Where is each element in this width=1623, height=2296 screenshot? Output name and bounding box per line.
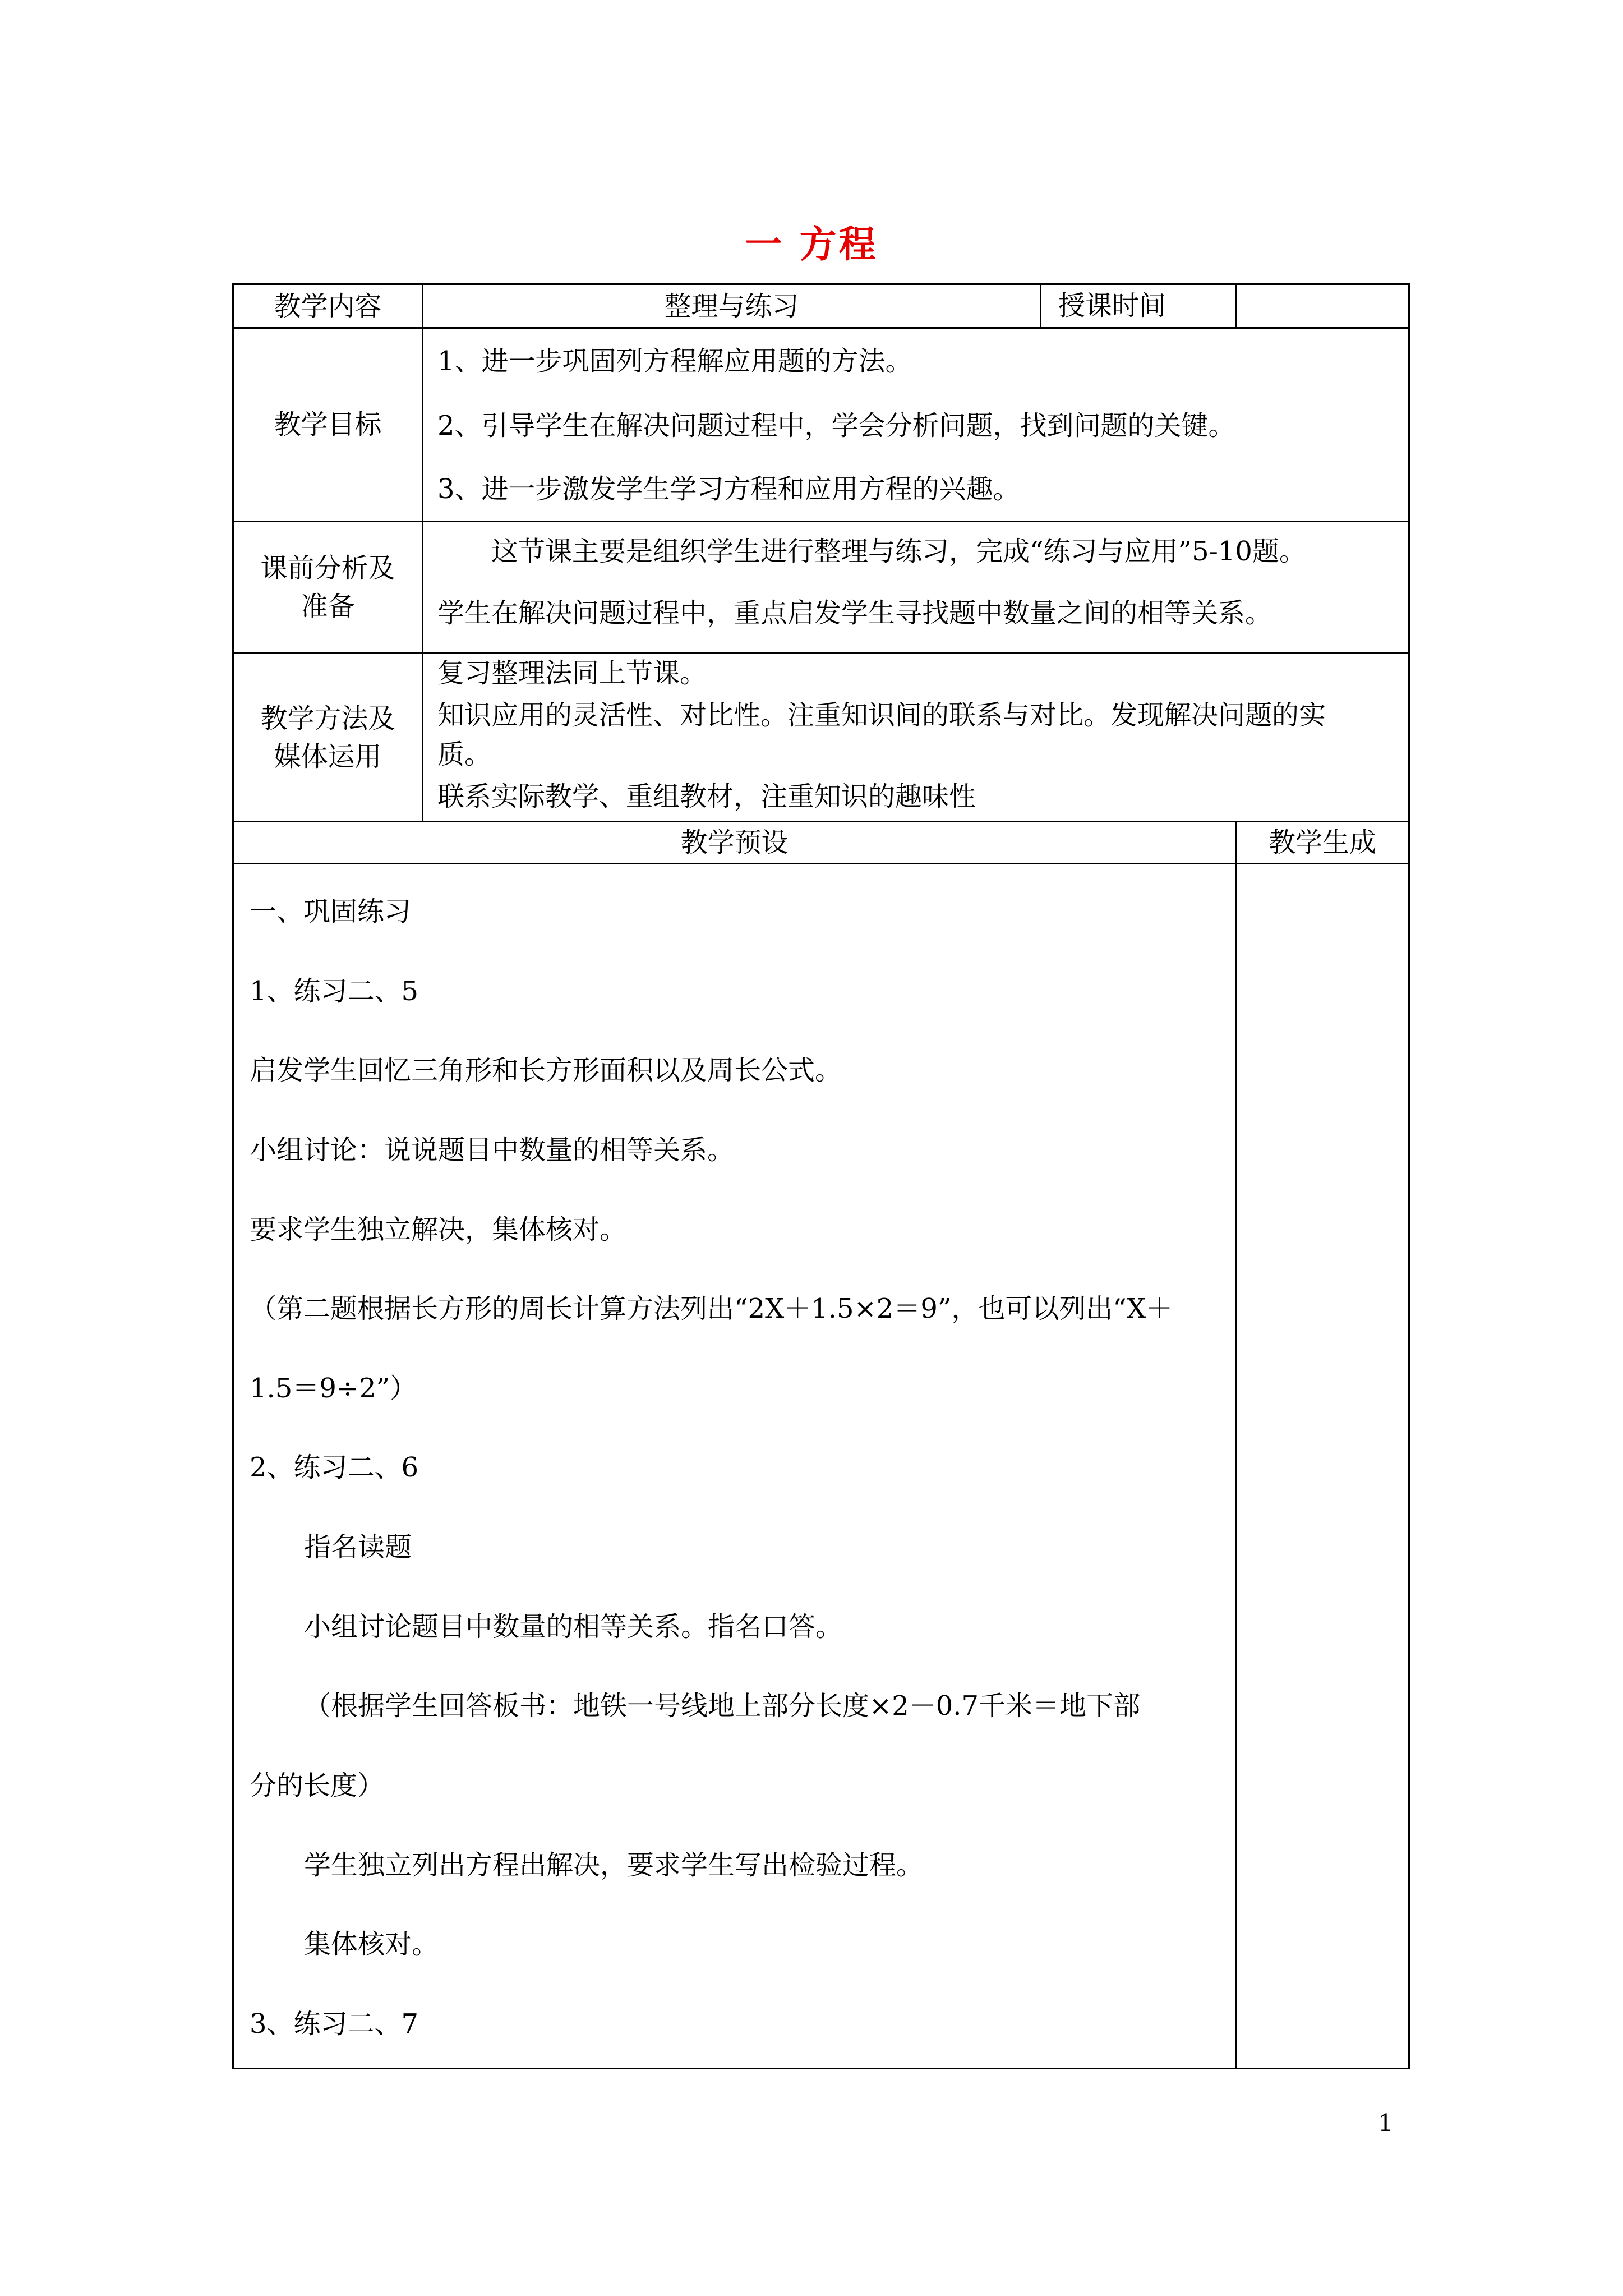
methods-line: 复习整理法同上节课。 (437, 657, 707, 689)
time-value (1237, 285, 1408, 327)
plan-line: 启发学生回忆三角形和长方形面积以及周长公式。 (250, 1055, 842, 1086)
plan-line: 1、练习二、5 (250, 976, 419, 1007)
plan-line: 指名读题 (304, 1531, 412, 1563)
plan-line: 小组讨论：说说题目中数量的相等关系。 (250, 1134, 735, 1166)
plan-generation-cell (1237, 864, 1408, 2068)
plan-design-label: 教学预设 (680, 827, 789, 858)
goals-label: 教学目标 (274, 409, 382, 440)
plan-generation-label: 教学生成 (1268, 827, 1376, 858)
analysis-line: 学生在解决问题过程中，重点启发学生寻找题中数量之间的相等关系。 (437, 597, 1272, 629)
lesson-plan-table (232, 283, 1410, 2069)
goal-item: 3、进一步激发学生学习方程和应用方程的兴趣。 (437, 473, 1020, 505)
methods-line: 知识应用的灵活性、对比性。注重知识间的联系与对比。发现解决问题的实 (437, 700, 1326, 731)
content-value: 整理与练习 (664, 290, 799, 322)
plan-line: 分的长度） (250, 1770, 385, 1801)
plan-line: 2、练习二、6 (250, 1452, 419, 1483)
page-title: 一 方程 (745, 222, 878, 266)
plan-line: 3、练习二、7 (250, 2008, 419, 2040)
plan-line: 一、巩固练习 (250, 896, 412, 927)
analysis-label-line: 课前分析及 (260, 553, 395, 584)
methods-line: 联系实际教学、重组教材，注重知识的趣味性 (437, 781, 976, 812)
page-number: 1 (1378, 2109, 1393, 2137)
plan-line: 小组讨论题目中数量的相等关系。指名口答。 (304, 1611, 843, 1642)
plan-line: （根据学生回答板书：地铁一号线地上部分长度×2－0.7千米＝地下部 (304, 1690, 1141, 1722)
methods-label-line: 媒体运用 (274, 740, 382, 772)
methods-line: 质。 (437, 739, 492, 770)
plan-content (250, 864, 1231, 2068)
plan-line: 1.5＝9÷2”） (250, 1373, 417, 1404)
analysis-label (234, 522, 422, 652)
methods-text (437, 654, 1402, 821)
methods-label (234, 654, 422, 821)
column-divider (422, 285, 423, 821)
goal-item: 2、引导学生在解决问题过程中，学会分析问题，找到问题的关键。 (437, 410, 1235, 441)
plan-line: 学生独立列出方程出解决，要求学生写出检验过程。 (304, 1849, 924, 1881)
plan-line: 要求学生独立解决，集体核对。 (250, 1214, 627, 1245)
analysis-text (437, 522, 1402, 652)
plan-line: 集体核对。 (304, 1929, 439, 1960)
content-label: 教学内容 (274, 290, 382, 322)
analysis-line: 这节课主要是组织学生进行整理与练习，完成“练习与应用”5-10题。 (491, 536, 1306, 567)
goal-item: 1、进一步巩固列方程解应用题的方法。 (437, 346, 912, 377)
plan-line: （第二题根据长方形的周长计算方法列出“2X＋1.5×2＝9”，也可以列出“X＋ (250, 1293, 1173, 1324)
methods-label-line: 教学方法及 (260, 702, 395, 734)
analysis-label-line: 准备 (301, 591, 355, 622)
time-label: 授课时间 (1058, 290, 1166, 321)
goals-list (437, 329, 1402, 521)
